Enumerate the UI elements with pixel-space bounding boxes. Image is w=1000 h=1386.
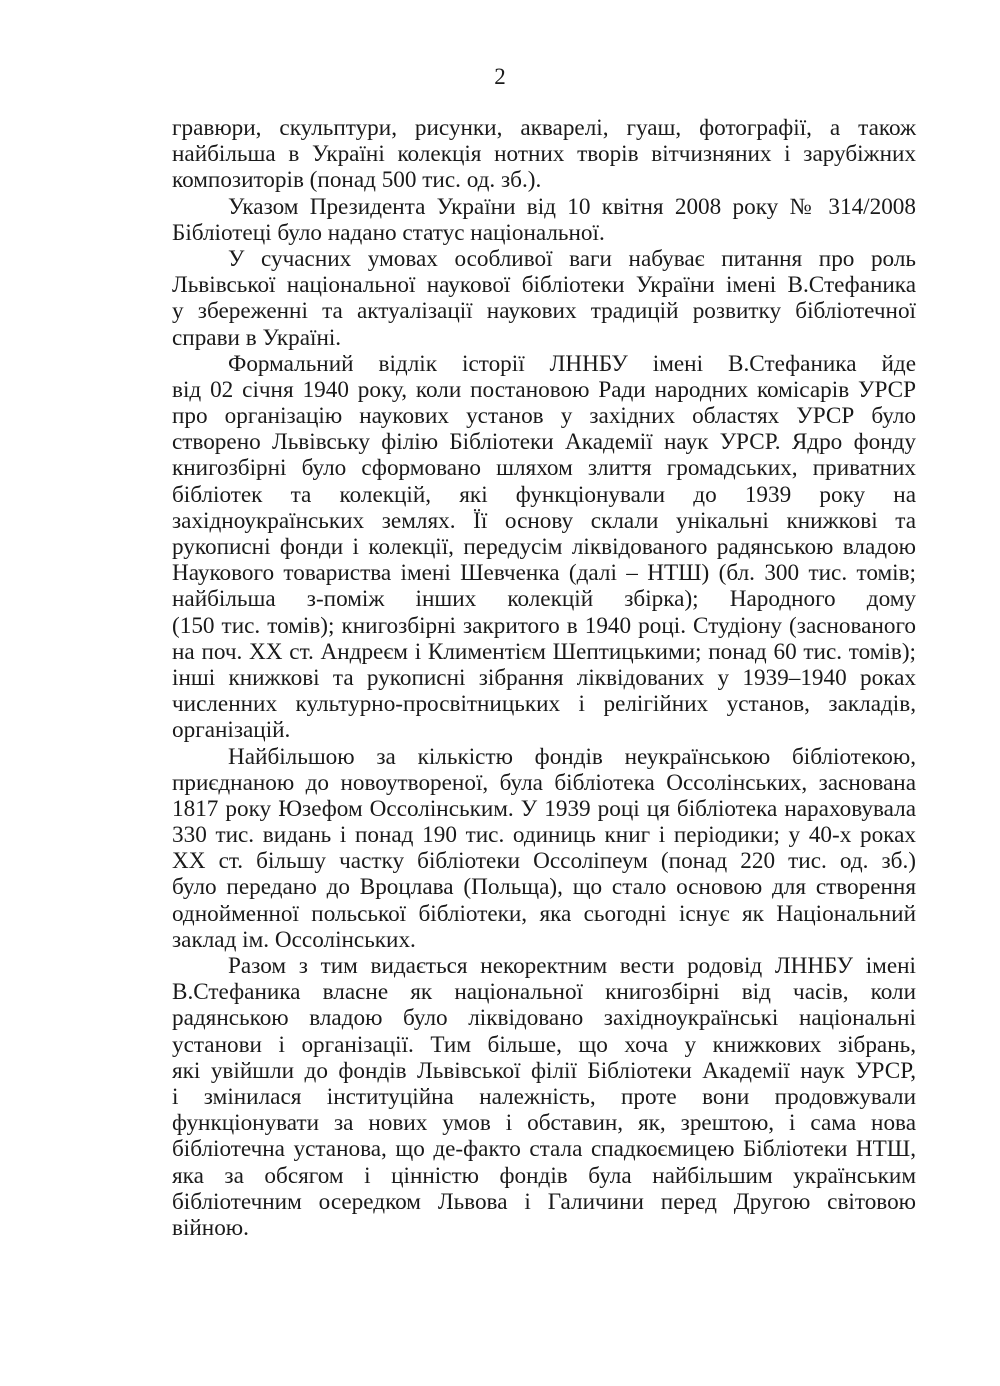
paragraph: [172, 115, 916, 194]
text-line: війною.: [172, 1214, 249, 1241]
text-line: найбільша з-поміж інших колекцій збірка); Народного дому: [172, 586, 916, 613]
text-line: радянською владою було ліквідовано західноукраїнські національні: [172, 1005, 916, 1032]
text-line: про організацію наукових установ у західних областях УРСР було: [172, 403, 916, 430]
text-line: бібліотек та колекцій, які функціонували до 1939 року на: [172, 481, 916, 508]
text-line: книгозбірні було сформовано шляхом злиття громадських, приватних: [172, 455, 916, 482]
text-line: рукописні фонди і колекції, передусім ліквідованого радянською владою: [172, 534, 916, 560]
text-line: Найбільшою за кількістю фондів неукраїнською бібліотекою,: [228, 743, 916, 770]
page-number: 2: [494, 64, 506, 89]
text-line: гравюри, скульптури, рисунки, акварелі, гуаш, фотографії, а також: [172, 115, 916, 141]
text-line: бібліотечним осередком Львова і Галичини перед Другою світовою: [172, 1188, 916, 1215]
text-line: організацій.: [172, 717, 291, 744]
text-line: Бібліотеці було надано статус національної.: [172, 219, 605, 246]
text-line: 1817 року Юзефом Оссолінським. У 1939 році ця бібліотека нараховувала: [172, 795, 916, 822]
text-line: і змінилася інституційна належність, проте вони продовжували: [172, 1083, 916, 1110]
text-line: яка за обсягом і цінністю фондів була найбільшим українським: [172, 1162, 916, 1189]
text-line: XX ст. більшу частку бібліотеки Оссоліпеум (понад 220 тис. од. зб.): [172, 848, 916, 875]
text-line: Наукового товариства імені Шевченка (далі – НТШ) (бл. 300 тис. томів;: [172, 560, 916, 587]
text-line: західноукраїнських землях. Її основу склали унікальні книжкові та: [172, 507, 916, 534]
text-line: функціонувати за нових умов і обставин, як, зрештою, і сама нова: [172, 1110, 916, 1137]
text-line: В.Стефаника власне як національної книгозбірні від часів, коли: [172, 979, 916, 1006]
document-body: [172, 115, 916, 1241]
paragraph: [172, 953, 916, 1241]
text-line: найбільша в Україні колекція нотних творів вітчизняних і зарубіжних: [172, 141, 916, 168]
paragraph: [172, 246, 916, 351]
text-line: Указом Президента України від 10 квітня 2008 року № 314/2008: [228, 193, 916, 220]
text-line: (150 тис. томів); книгозбірні закритого в 1940 році. Студіону (заснованого: [172, 612, 916, 639]
text-line: У сучасних умовах особливої ваги набуває питання про роль: [228, 245, 916, 272]
text-line: заклад ім. Оссолінських.: [172, 926, 416, 953]
text-line: Львівської національної наукової бібліотеки України імені В.Стефаника: [172, 272, 916, 299]
text-line: у збереженні та актуалізації наукових традицій розвитку бібліотечної: [172, 298, 916, 325]
text-line: установи і організації. Тим більше, що хоча у книжкових зібрань,: [172, 1031, 916, 1058]
text-line: було передано до Вроцлава (Польща), що стало основою для створення: [172, 874, 916, 901]
paragraph: [172, 194, 916, 246]
text-line: Разом з тим видається некоректним вести родовід ЛННБУ імені: [228, 953, 916, 979]
text-line: бібліотечна установа, що де-факто стала спадкоємицею Бібліотеки НТШ,: [172, 1136, 916, 1163]
text-line: приєднаною до новоутвореної, була бібліотека Оссолінських, заснована: [172, 769, 916, 796]
text-line: Формальний відлік історії ЛННБУ імені В.Стефаника йде: [228, 350, 916, 377]
text-line: інші книжкові та рукописні зібрання ліквідованих у 1939–1940 роках: [172, 664, 916, 691]
text-line: створено Львівську філію Бібліотеки Академії наук УРСР. Ядро фонду: [172, 429, 916, 456]
text-line: однойменної польської бібліотеки, яка сьогодні існує як Національний: [172, 900, 916, 927]
text-line: справи в Україні.: [172, 324, 342, 351]
text-line: від 02 січня 1940 року, коли постановою Ради народних комісарів УРСР: [172, 376, 916, 403]
text-line: 330 тис. видань і понад 190 тис. одиниць книг і періодики; у 40-х роках: [172, 822, 916, 849]
text-line: численних культурно-просвітницьких і релігійних установ, закладів,: [172, 691, 916, 718]
paragraph: [172, 744, 916, 954]
text-line: які увійшли до фондів Львівської філії Бібліотеки Академії наук УРСР,: [172, 1057, 916, 1084]
text-line: на поч. XX ст. Андреєм і Климентієм Шептицькими; понад 60 тис. томів);: [172, 638, 916, 665]
text-line: композиторів (понад 500 тис. од. зб.).: [172, 167, 542, 194]
paragraph: [172, 351, 916, 744]
